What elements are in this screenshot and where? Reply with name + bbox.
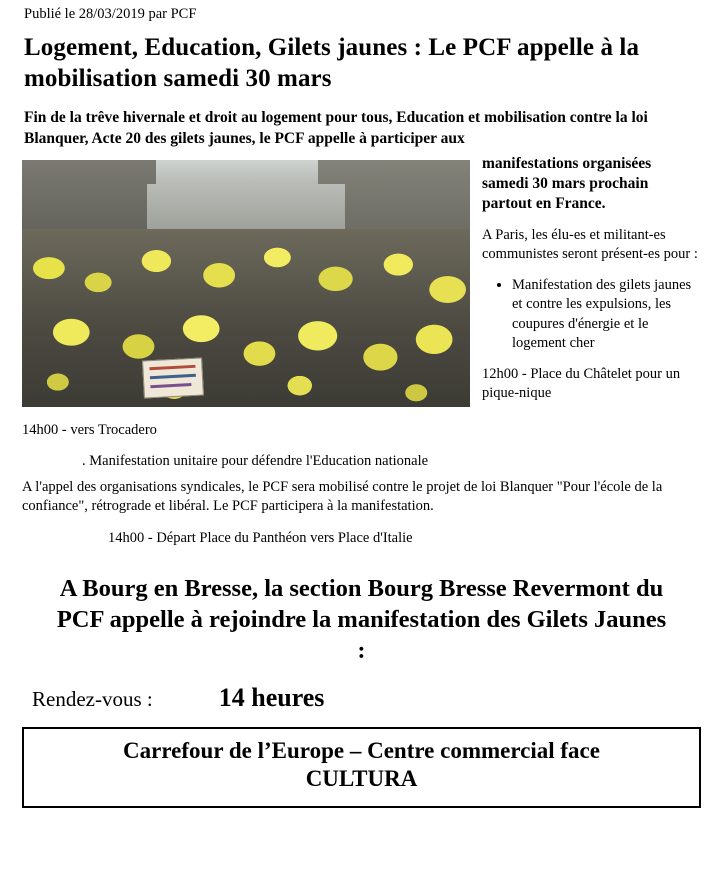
paris-intro-paragraph: A Paris, les élu-es et militant-es communistes seront présent-es pour : [482, 227, 698, 263]
rendezvous-time: 14 heures [218, 682, 325, 712]
venue-box [22, 727, 701, 809]
right-column-text [482, 154, 701, 415]
page-title: Logement, Education, Gilets jaunes : Le PCF appelle à la mobilisation samedi 30 mars [24, 34, 640, 92]
venue-line-2: CULTURA [305, 766, 418, 792]
paris-actions-list [482, 276, 701, 353]
body-line-education: . Manifestation unitaire pour défendre l'Education nationale [82, 453, 429, 470]
venue-line-1: Carrefour de l’Europe – Centre commercial face [123, 737, 600, 763]
lede-paragraph: Fin de la trêve hivernale et droit au logement pour tous, Education et mobilisation contre la loi Blanquer, Acte 20 des gilets jaunes, le PCF appelle à participer aux [24, 109, 648, 147]
rendezvous-row [32, 683, 701, 713]
photo-protest-sign [142, 357, 204, 398]
list-item: • Manifestation des gilets jaunes et contre les expulsions, les coupures d'énergie et le logement cher [512, 276, 701, 353]
rendezvous-label: Rendez-vous : [32, 686, 153, 711]
body-line-trocadero: 14h00 - vers Trocadero [22, 422, 157, 439]
mobilisation-bold-text: manifestations organisées samedi 30 mars prochain partout en France. [482, 154, 652, 212]
body-line-blanquer: A l'appel des organisations syndicales, le PCF sera mobilisé contre le projet de loi Blanquer "Pour l'école de la confiance", rétrograde et libéral. Le PCF participera à la manifestation. [22, 478, 663, 515]
photo-crowd [22, 229, 470, 407]
gilets-jaunes-crowd-photo [22, 160, 470, 407]
photo-and-text-block [22, 154, 701, 415]
publication-meta: Publié le 28/03/2019 par PCF [24, 6, 197, 22]
section-subheading: A Bourg en Bresse, la section Bourg Bresse Revermont du PCF appelle à rejoindre la manifestation des Gilets Jaunes : [56, 575, 667, 664]
chatelet-paragraph: 12h00 - Place du Châtelet pour un pique-nique [482, 365, 681, 401]
body-line-pantheon: 14h00 - Départ Place du Panthéon vers Place d'Italie [108, 529, 413, 546]
body-text-block [22, 421, 701, 548]
